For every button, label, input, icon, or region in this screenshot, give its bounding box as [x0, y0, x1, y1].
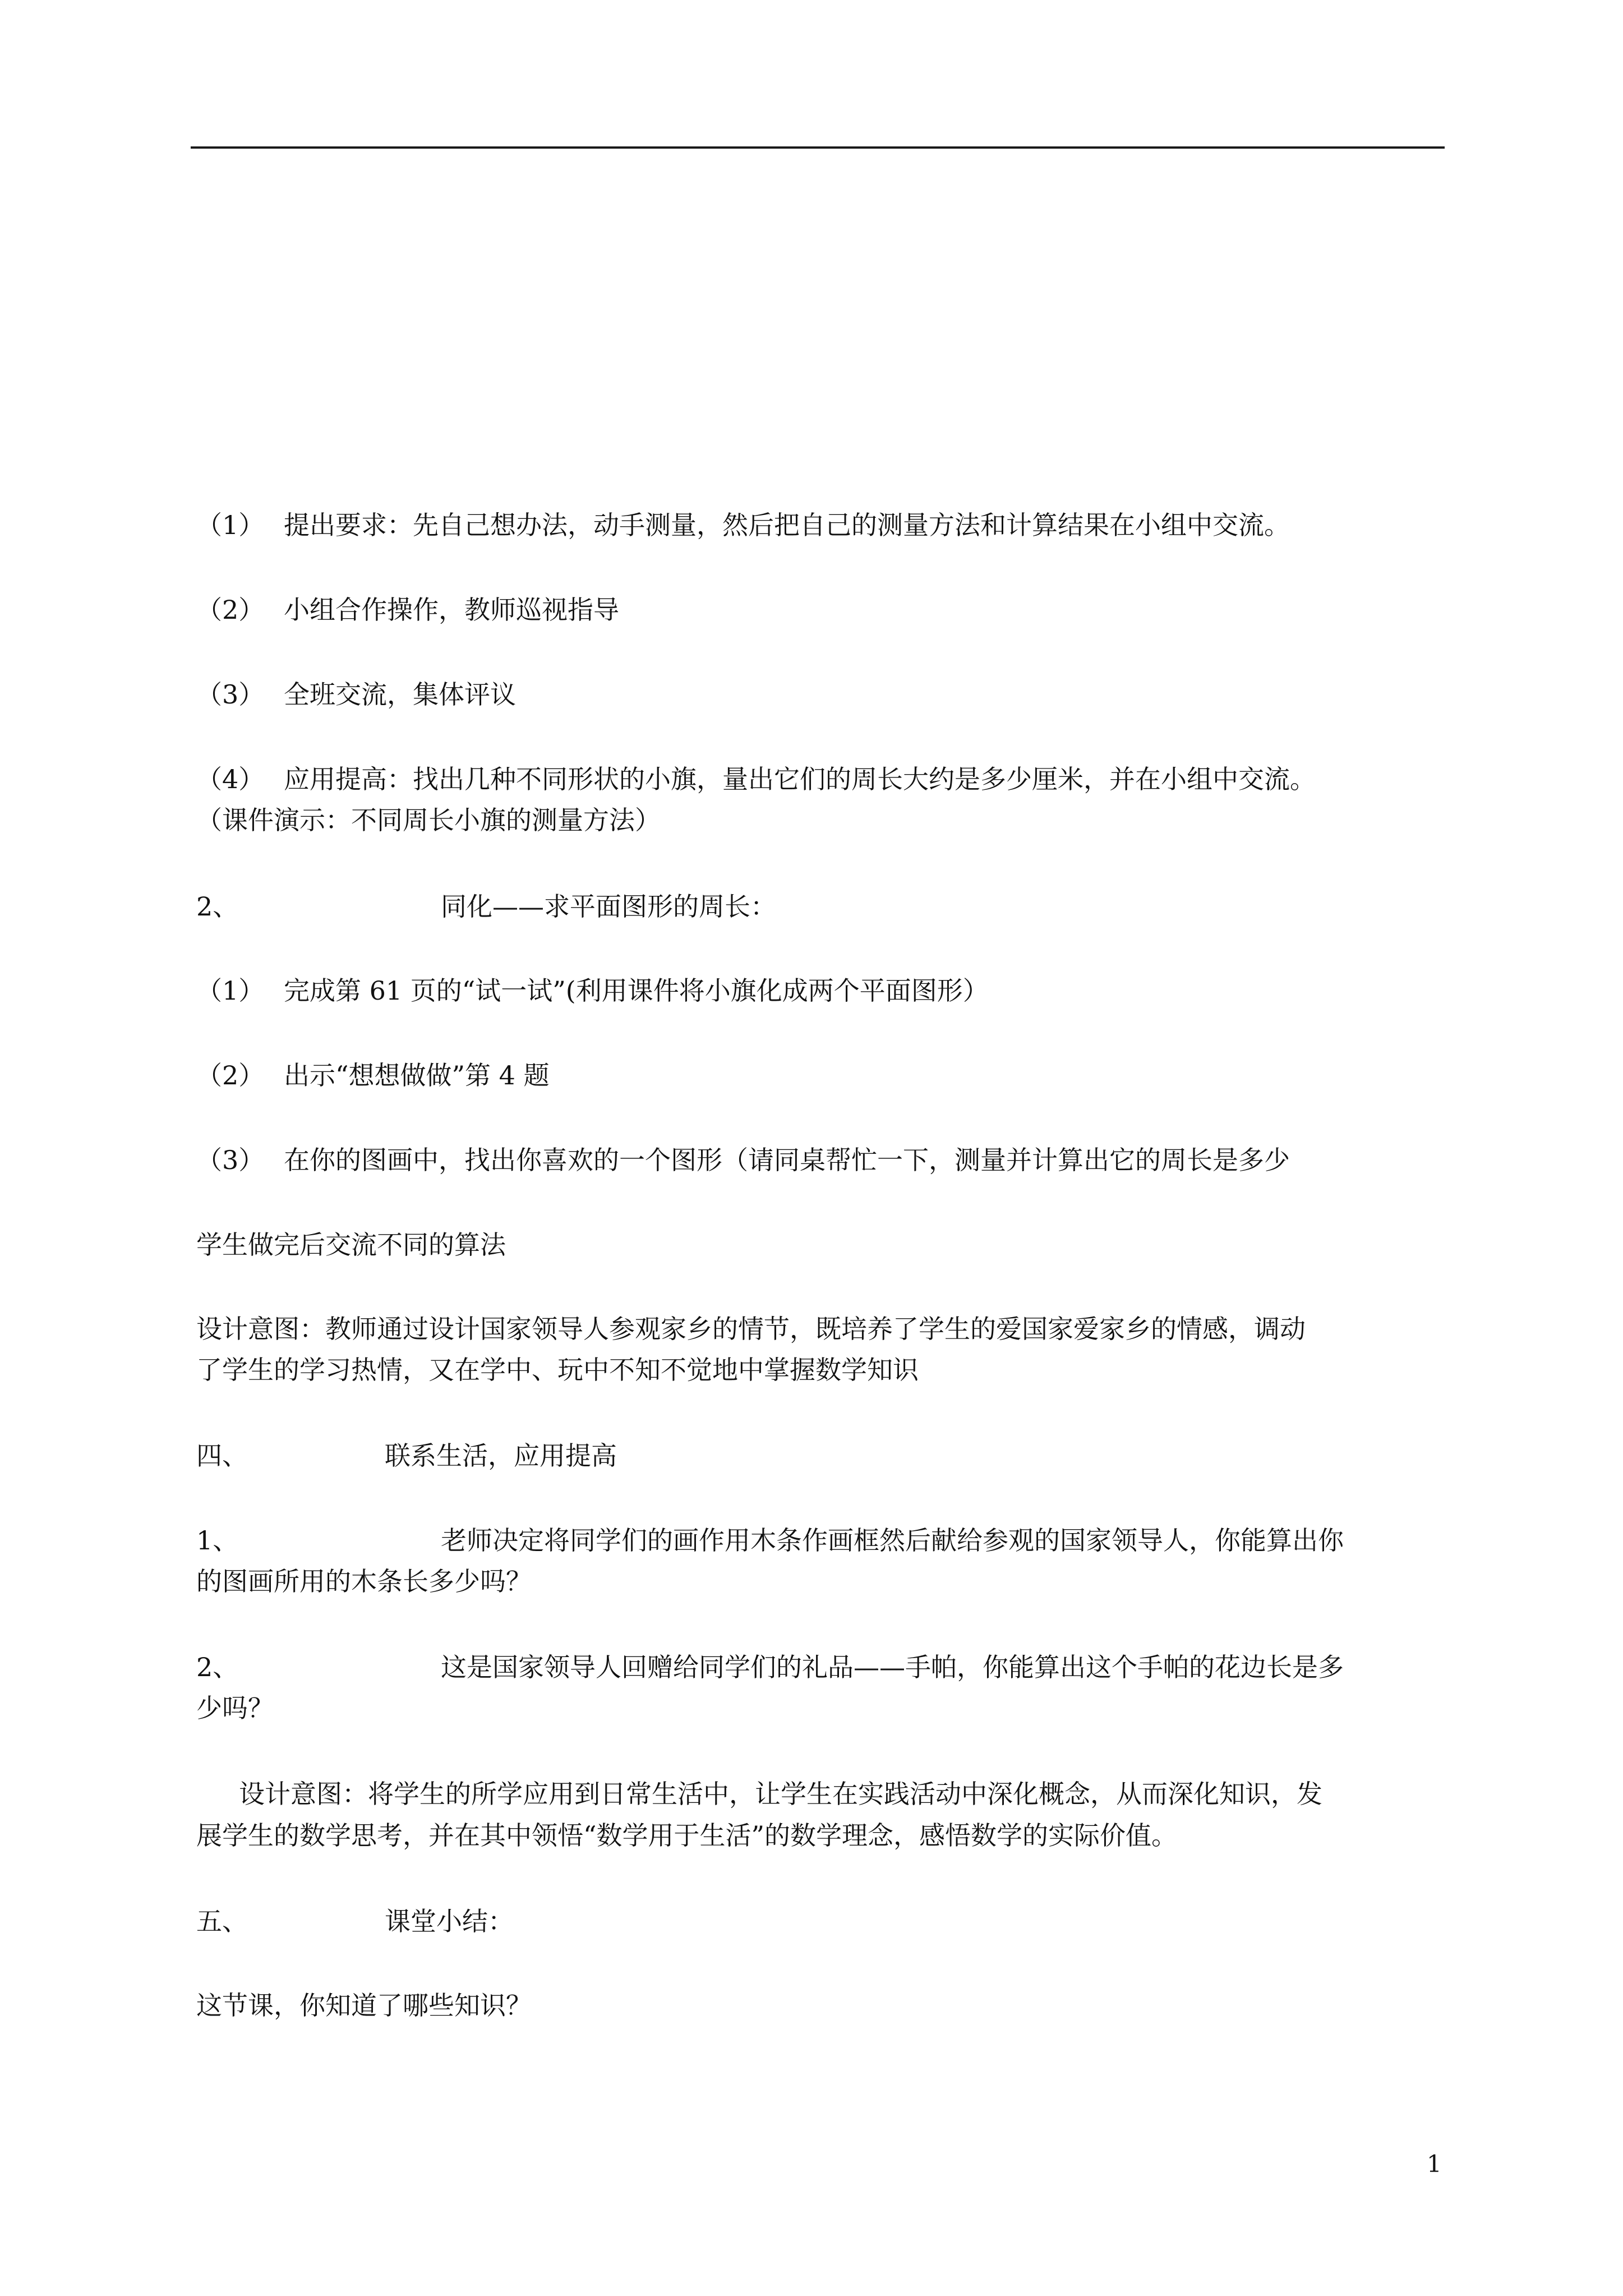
section-number: 五、	[196, 1906, 248, 1936]
header-rule	[191, 146, 1445, 149]
item-text: 少吗？	[196, 1693, 274, 1723]
section-4-item-1-continuation	[196, 1559, 532, 1603]
item-2-group-work	[196, 588, 619, 632]
summary-question	[196, 1984, 532, 2027]
item-text: 出示“想想做做”第 4 题	[284, 1060, 550, 1091]
sub-item-3-find-shape	[196, 1138, 1290, 1182]
item-3-class-discussion	[196, 673, 516, 716]
sub-item-2-exercise	[196, 1053, 550, 1097]
item-number: （3）	[196, 1145, 265, 1175]
item-text: 小组合作操作，教师巡视指导	[284, 595, 619, 625]
paragraph-text: 展学生的数学思考，并在其中领悟“数学用于生活”的数学理念，感悟数学的实际价值。	[196, 1820, 1178, 1851]
item-text: 在你的图画中，找出你喜欢的一个图形（请同桌帮忙一下，测量并计算出它的周长是多少	[284, 1145, 1290, 1175]
section-2-heading	[196, 885, 776, 928]
paragraph-text: 学生做完后交流不同的算法	[196, 1230, 506, 1260]
paragraph-text: 设计意图：教师通过设计国家领导人参观家乡的情节，既培养了学生的爱国家爱家乡的情感，调动	[196, 1314, 1306, 1344]
section-number: 2、	[196, 891, 239, 922]
section-5-heading	[196, 1899, 514, 1943]
paragraph-text: 这节课，你知道了哪些知识？	[196, 1990, 532, 2021]
item-text: 这是国家领导人回赠给同学们的礼品——手帕，你能算出这个手帕的花边长是多	[441, 1652, 1344, 1682]
item-text: 老师决定将同学们的画作用木条作画框然后献给参观的国家领导人，你能算出你	[441, 1525, 1344, 1556]
item-text: 提出要求：先自己想办法，动手测量，然后把自己的测量方法和计算结果在小组中交流。	[284, 510, 1290, 540]
paragraph-exchange-methods	[196, 1223, 506, 1267]
section-number: 四、	[196, 1441, 248, 1471]
item-number: 2、	[196, 1652, 239, 1682]
item-number: （2）	[196, 1060, 265, 1091]
item-text: 应用提高：找出几种不同形状的小旗，量出它们的周长大约是多少厘米，并在小组中交流。	[284, 764, 1316, 794]
item-number: （3）	[196, 679, 265, 710]
sub-item-1-try	[196, 969, 989, 1013]
section-4-item-1	[196, 1519, 1344, 1562]
section-4-heading	[196, 1434, 617, 1478]
section-4-item-2-continuation	[196, 1686, 274, 1730]
section-title: 同化——求平面图形的周长：	[441, 891, 776, 922]
item-number: （1）	[196, 510, 265, 540]
item-number: （4）	[196, 764, 265, 794]
item-4-application	[196, 757, 1316, 801]
paragraph-text: 了学生的学习热情，又在学中、玩中不知不觉地中掌握数学知识	[196, 1355, 919, 1385]
section-title: 联系生活，应用提高	[385, 1441, 617, 1471]
design-intent-2-continuation	[196, 1814, 1177, 1857]
item-text: 完成第 61 页的“试一试”(利用课件将小旗化成两个平面图形）	[284, 976, 989, 1006]
item-number: 1、	[196, 1525, 239, 1556]
item-number: （1）	[196, 976, 265, 1006]
paragraph-text: 设计意图：将学生的所学应用到日常生活中，让学生在实践活动中深化概念，从而深化知识，发	[239, 1779, 1322, 1809]
design-intent-1-continuation	[196, 1348, 919, 1392]
design-intent-1	[196, 1307, 1306, 1351]
section-title: 课堂小结：	[385, 1906, 514, 1936]
page-number: 1	[1427, 2150, 1442, 2178]
design-intent-2	[196, 1772, 1322, 1816]
item-number: （2）	[196, 595, 265, 625]
item-text: （课件演示：不同周长小旗的测量方法）	[196, 805, 661, 835]
item-4-continuation	[196, 798, 661, 842]
item-1-requirements	[196, 503, 1290, 547]
item-text: 全班交流，集体评议	[284, 679, 516, 710]
section-4-item-2	[196, 1645, 1344, 1689]
item-text: 的图画所用的木条长多少吗？	[196, 1566, 532, 1596]
